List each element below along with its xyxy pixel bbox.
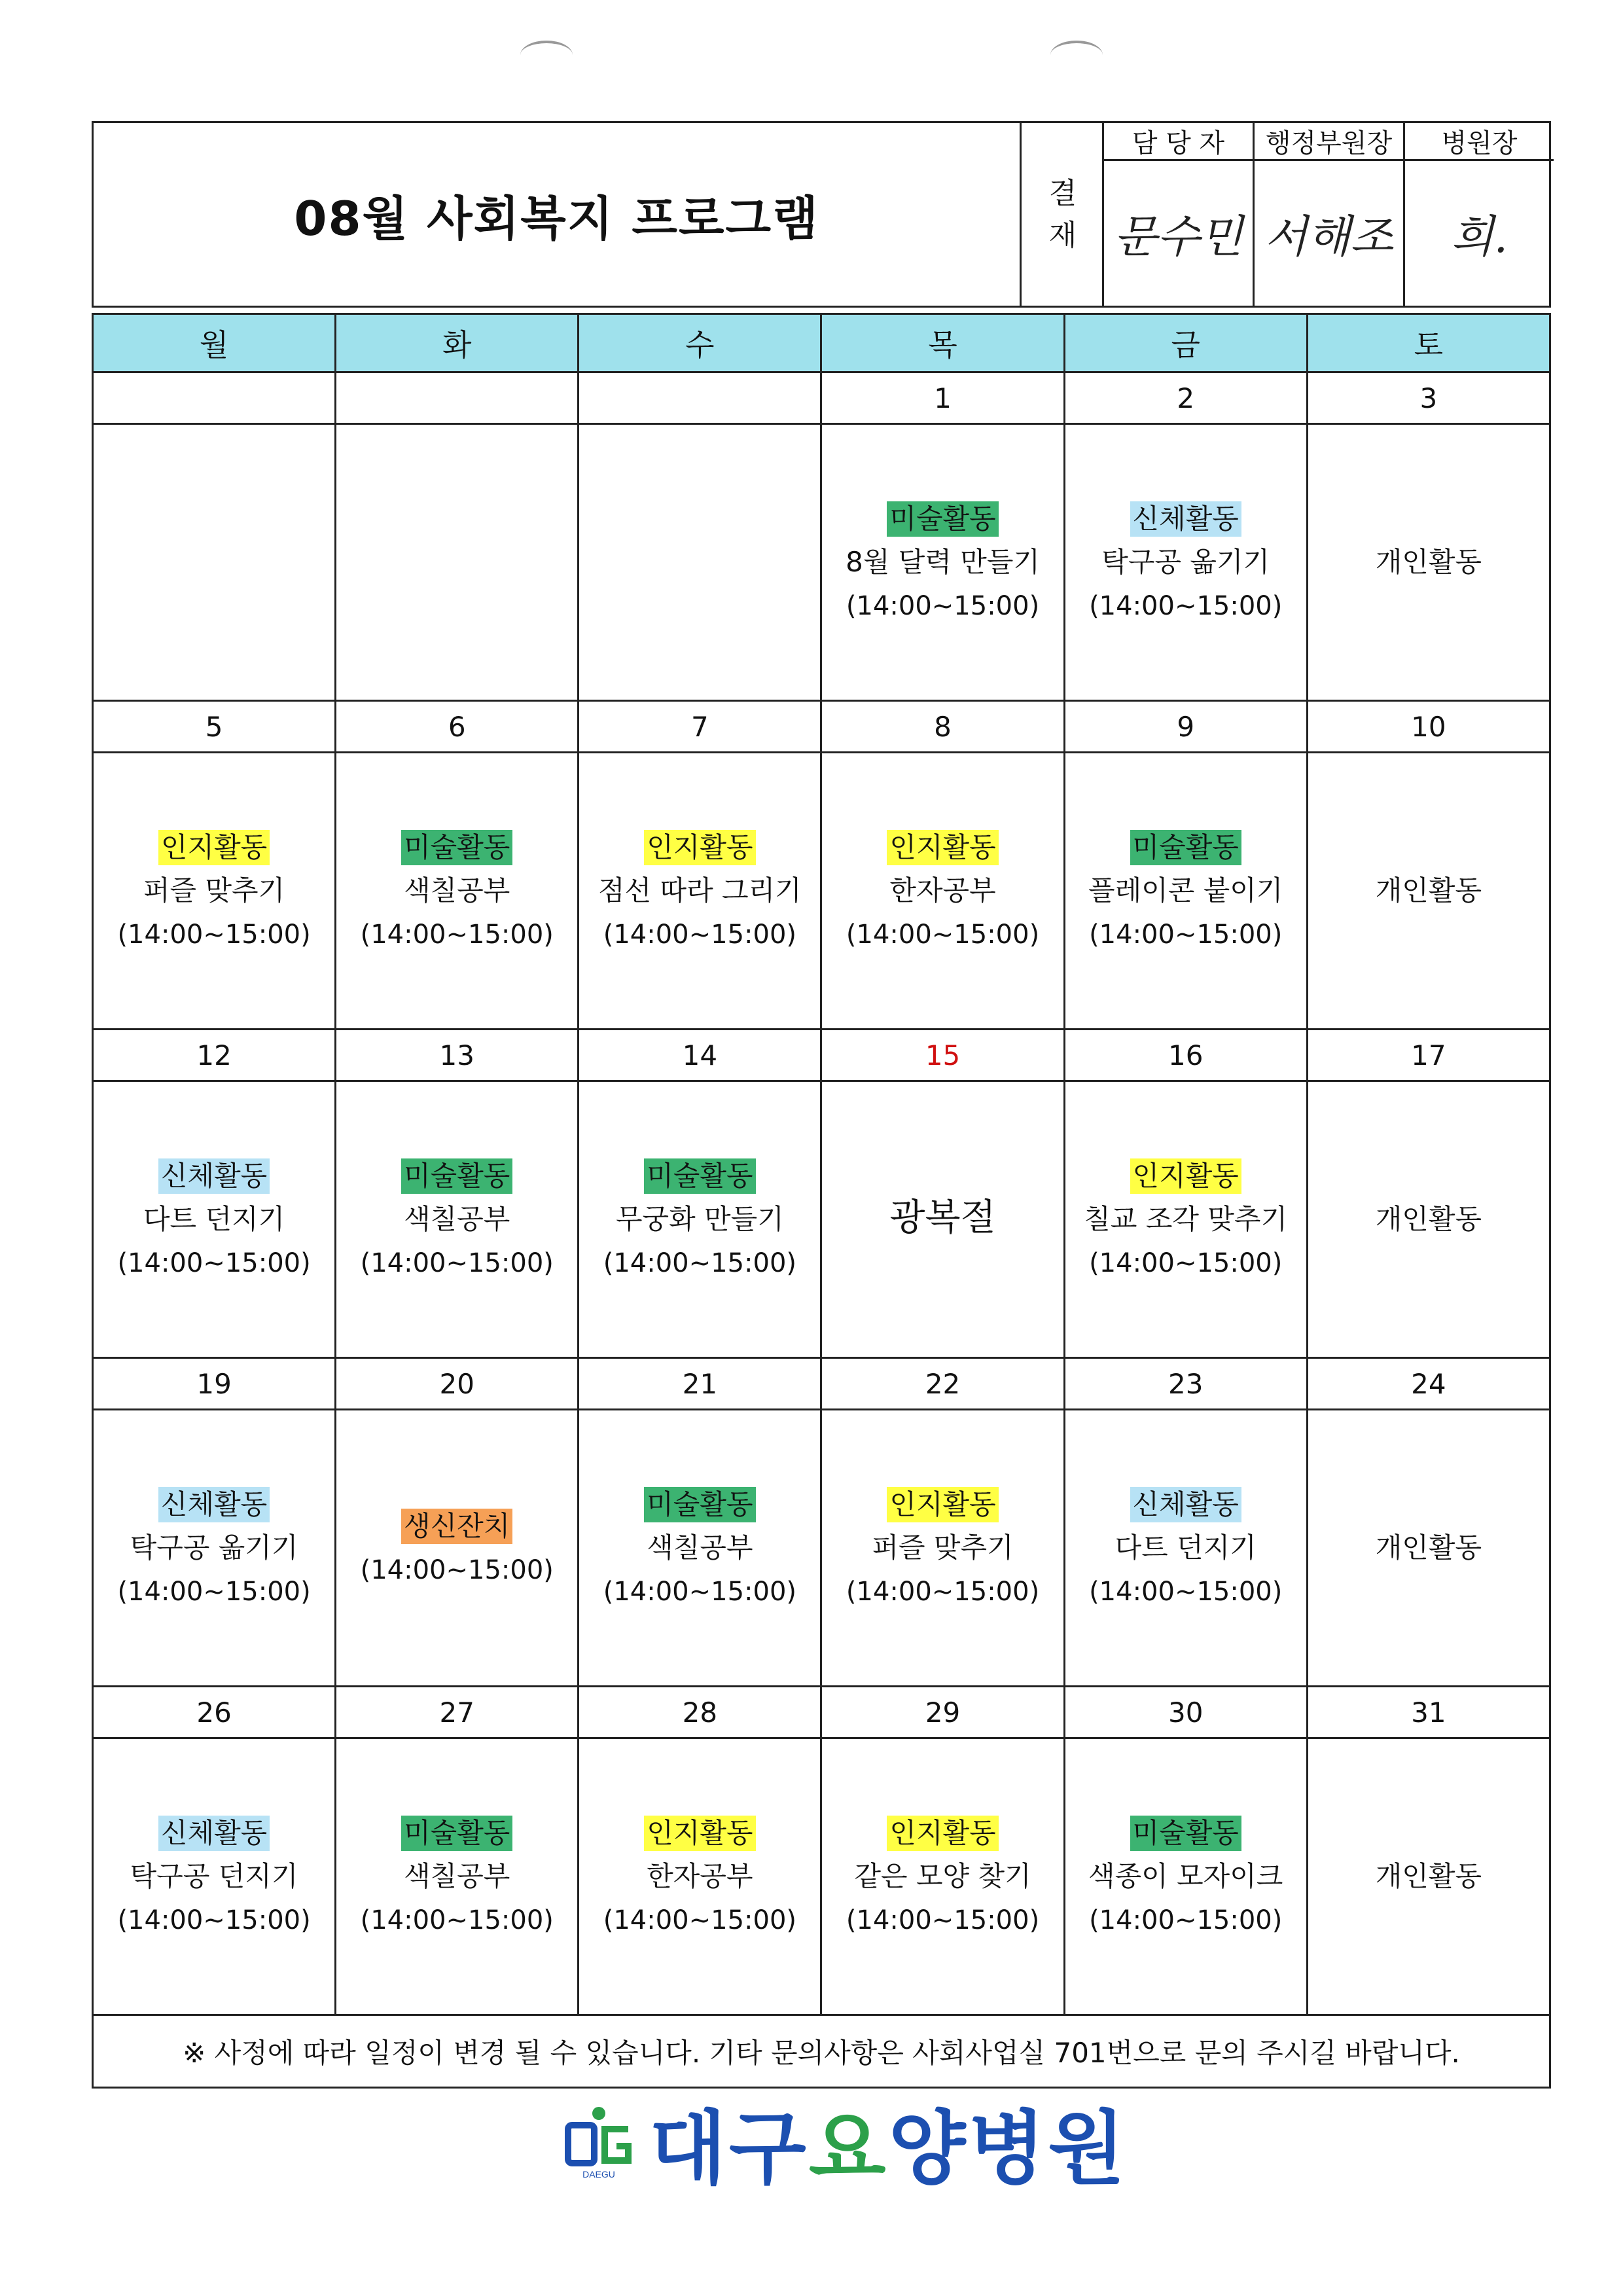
activity-category-tag: 미술활동 xyxy=(644,1158,755,1194)
date-cell: 26 xyxy=(93,1687,336,1738)
header-box xyxy=(92,121,1551,308)
date-row xyxy=(93,372,1550,424)
activity-category-tag: 인지활동 xyxy=(887,1487,998,1522)
schedule-sheet xyxy=(92,121,1551,2089)
activity-time: (14:00~15:00) xyxy=(1089,919,1283,950)
activity-row xyxy=(93,1738,1550,2015)
date-cell: 13 xyxy=(336,1030,579,1081)
weekday-fri: 금 xyxy=(1064,314,1307,372)
date-cell: 31 xyxy=(1307,1687,1550,1738)
activity-category-tag: 신체활동 xyxy=(1130,1487,1241,1522)
activity-name: 탁구공 옮기기 xyxy=(130,1531,298,1564)
activity-name: 퍼즐 맞추기 xyxy=(872,1531,1014,1564)
activity-cell xyxy=(93,1081,336,1358)
punch-hole-mark xyxy=(1050,41,1103,69)
activity-time: (14:00~15:00) xyxy=(603,1576,797,1607)
date-cell: 10 xyxy=(1307,701,1550,753)
approval-label-top: 결 xyxy=(1048,176,1077,210)
activity-cell xyxy=(1307,753,1550,1030)
activity-time: (14:00~15:00) xyxy=(117,1576,311,1607)
activity-category-tag: 인지활동 xyxy=(644,1816,755,1851)
date-cell: 27 xyxy=(336,1687,579,1738)
activity-name: 개인활동 xyxy=(1375,874,1482,906)
activity-category-tag: 인지활동 xyxy=(887,1816,998,1851)
approval-label xyxy=(1020,123,1104,306)
activity-row xyxy=(93,1081,1550,1358)
date-cell: 9 xyxy=(1064,701,1307,753)
activity-cell xyxy=(1307,1738,1550,2015)
activity-time: (14:00~15:00) xyxy=(1089,1905,1283,1935)
activity-category-tag: 신체활동 xyxy=(158,1816,270,1851)
activity-cell xyxy=(93,753,336,1030)
activity-category-tag: 인지활동 xyxy=(644,830,755,865)
hospital-logo xyxy=(563,2085,1128,2199)
activity-name: 플레이콘 붙이기 xyxy=(1088,874,1283,906)
signature-vice-director: 서해조 xyxy=(1253,161,1403,306)
activity-time: (14:00~15:00) xyxy=(603,1905,797,1935)
activity-name: 다트 던지기 xyxy=(143,1202,285,1235)
date-row xyxy=(93,1687,1550,1738)
role-staff: 담 당 자 xyxy=(1102,123,1253,161)
activity-cell xyxy=(93,424,336,701)
page-title: 08월 사회복지 프로그램 xyxy=(294,190,819,246)
activity-time: (14:00~15:00) xyxy=(360,1554,554,1585)
activity-time: (14:00~15:00) xyxy=(117,919,311,950)
activity-category-tag: 인지활동 xyxy=(1130,1158,1241,1194)
activity-cell xyxy=(1307,1410,1550,1687)
activity-category-tag: 신체활동 xyxy=(1130,501,1241,537)
activity-cell xyxy=(1064,1410,1307,1687)
activity-row xyxy=(93,753,1550,1030)
weekday-wed: 수 xyxy=(579,314,821,372)
hospital-name-part-c: 양병원 xyxy=(888,2102,1128,2195)
activity-name: 개인활동 xyxy=(1375,546,1482,578)
activity-cell xyxy=(579,1081,821,1358)
activity-name: 개인활동 xyxy=(1375,1203,1482,1235)
dg-logo-icon xyxy=(563,2103,635,2181)
activity-cell xyxy=(93,1738,336,2015)
activity-cell xyxy=(579,1738,821,2015)
activity-name: 색칠공부 xyxy=(404,1202,510,1235)
activity-time: (14:00~15:00) xyxy=(117,1905,311,1935)
activity-name: 색칠공부 xyxy=(647,1531,753,1564)
hospital-name-part-b: 요 xyxy=(808,2102,889,2195)
activity-cell xyxy=(1064,424,1307,701)
activity-time: (14:00~15:00) xyxy=(846,590,1040,621)
hospital-name-part-a: 대구 xyxy=(649,2102,809,2195)
activity-category-tag: 미술활동 xyxy=(1130,1816,1241,1851)
date-row xyxy=(93,1358,1550,1410)
date-cell: 7 xyxy=(579,701,821,753)
date-cell: 5 xyxy=(93,701,336,753)
activity-category-tag: 미술활동 xyxy=(401,1816,512,1851)
date-cell: 30 xyxy=(1064,1687,1307,1738)
activity-cell xyxy=(821,1081,1064,1358)
date-cell: 2 xyxy=(1064,372,1307,424)
date-cell: 3 xyxy=(1307,372,1550,424)
activity-cell xyxy=(336,1081,579,1358)
activity-category-tag: 미술활동 xyxy=(644,1487,755,1522)
activity-name: 색칠공부 xyxy=(404,874,510,906)
logo-mark-caption: DAEGU xyxy=(582,2168,615,2179)
activity-cell xyxy=(336,424,579,701)
activity-cell xyxy=(336,753,579,1030)
weekday-mon: 월 xyxy=(93,314,336,372)
activity-time: (14:00~15:00) xyxy=(846,1576,1040,1607)
activity-cell xyxy=(336,1410,579,1687)
activity-cell xyxy=(821,424,1064,701)
activity-name: 같은 모양 찾기 xyxy=(854,1859,1031,1892)
activity-category-tag: 인지활동 xyxy=(158,830,270,865)
activity-name: 무궁화 만들기 xyxy=(615,1202,784,1235)
activity-time: (14:00~15:00) xyxy=(360,1905,554,1935)
date-cell: 19 xyxy=(93,1358,336,1410)
activity-cell xyxy=(821,753,1064,1030)
activity-cell xyxy=(1307,424,1550,701)
date-cell: 1 xyxy=(821,372,1064,424)
activity-name: 개인활동 xyxy=(1375,1532,1482,1564)
activity-time: (14:00~15:00) xyxy=(360,1247,554,1278)
activity-category-tag: 신체활동 xyxy=(158,1487,270,1522)
weekday-tue: 화 xyxy=(336,314,579,372)
activity-category-tag: 생신잔치 xyxy=(401,1509,512,1544)
date-cell: 23 xyxy=(1064,1358,1307,1410)
activity-cell xyxy=(1064,1081,1307,1358)
date-cell xyxy=(336,372,579,424)
approval-label-bottom: 재 xyxy=(1048,218,1077,252)
date-cell: 16 xyxy=(1064,1030,1307,1081)
activity-time: (14:00~15:00) xyxy=(117,1247,311,1278)
date-cell: 28 xyxy=(579,1687,821,1738)
date-cell: 17 xyxy=(1307,1030,1550,1081)
date-cell: 15 xyxy=(821,1030,1064,1081)
date-cell xyxy=(579,372,821,424)
activity-row xyxy=(93,424,1550,701)
activity-category-tag: 미술활동 xyxy=(887,501,998,537)
activity-cell xyxy=(579,1410,821,1687)
activity-time: (14:00~15:00) xyxy=(846,919,1040,950)
activity-name: 탁구공 옮기기 xyxy=(1101,545,1270,578)
date-cell: 22 xyxy=(821,1358,1064,1410)
activity-name: 8월 달력 만들기 xyxy=(846,545,1040,578)
activity-time: (14:00~15:00) xyxy=(603,919,797,950)
approval-grid xyxy=(1102,123,1549,306)
signature-staff: 문수민 xyxy=(1102,161,1253,306)
activity-row xyxy=(93,1410,1550,1687)
activity-cell xyxy=(1307,1081,1550,1358)
activity-time: (14:00~15:00) xyxy=(1089,590,1283,621)
activity-time: (14:00~15:00) xyxy=(360,919,554,950)
activity-time: (14:00~15:00) xyxy=(846,1905,1040,1935)
activity-cell xyxy=(93,1410,336,1687)
punch-hole-mark xyxy=(520,41,573,69)
date-cell: 8 xyxy=(821,701,1064,753)
activity-category-tag: 인지활동 xyxy=(887,830,998,865)
activity-time: (14:00~15:00) xyxy=(1089,1247,1283,1278)
activity-cell xyxy=(821,1738,1064,2015)
date-row xyxy=(93,701,1550,753)
activity-time: (14:00~15:00) xyxy=(603,1247,797,1278)
activity-name: 점선 따라 그리기 xyxy=(598,874,802,906)
date-cell: 21 xyxy=(579,1358,821,1410)
activity-cell xyxy=(579,424,821,701)
activity-name: 퍼즐 맞추기 xyxy=(143,874,285,906)
weekday-sat: 토 xyxy=(1307,314,1550,372)
holiday-label: 광복절 xyxy=(889,1196,996,1239)
date-cell: 12 xyxy=(93,1030,336,1081)
date-row xyxy=(93,1030,1550,1081)
calendar-table xyxy=(92,313,1551,2016)
weekday-thu: 목 xyxy=(821,314,1064,372)
activity-name: 한자공부 xyxy=(889,874,996,906)
activity-name: 칠교 조각 맞추기 xyxy=(1084,1202,1288,1235)
activity-name: 다트 던지기 xyxy=(1115,1531,1257,1564)
activity-category-tag: 신체활동 xyxy=(158,1158,270,1194)
date-cell: 29 xyxy=(821,1687,1064,1738)
date-cell: 24 xyxy=(1307,1358,1550,1410)
activity-name: 색종이 모자이크 xyxy=(1088,1859,1283,1892)
date-cell xyxy=(93,372,336,424)
footer-note: ※ 사정에 따라 일정이 변경 될 수 있습니다. 기타 문의사항은 사회사업실 701번으로 문의 주시길 바랍니다. xyxy=(92,2016,1551,2089)
hospital-name xyxy=(649,2085,1128,2199)
activity-time: (14:00~15:00) xyxy=(1089,1576,1283,1607)
weekday-header-row xyxy=(93,314,1550,372)
activity-cell xyxy=(1064,753,1307,1030)
activity-cell xyxy=(821,1410,1064,1687)
date-cell: 6 xyxy=(336,701,579,753)
activity-cell xyxy=(336,1738,579,2015)
date-cell: 20 xyxy=(336,1358,579,1410)
date-cell: 14 xyxy=(579,1030,821,1081)
activity-name: 한자공부 xyxy=(647,1859,753,1892)
activity-name: 탁구공 던지기 xyxy=(130,1859,298,1892)
signature-director: 희. xyxy=(1403,161,1554,306)
activity-category-tag: 미술활동 xyxy=(401,1158,512,1194)
activity-cell xyxy=(1064,1738,1307,2015)
role-director: 병원장 xyxy=(1403,123,1554,161)
activity-category-tag: 미술활동 xyxy=(401,830,512,865)
role-vice-director: 행정부원장 xyxy=(1253,123,1403,161)
activity-name: 색칠공부 xyxy=(404,1859,510,1892)
activity-category-tag: 미술활동 xyxy=(1130,830,1241,865)
activity-name: 개인활동 xyxy=(1375,1860,1482,1892)
activity-cell xyxy=(579,753,821,1030)
